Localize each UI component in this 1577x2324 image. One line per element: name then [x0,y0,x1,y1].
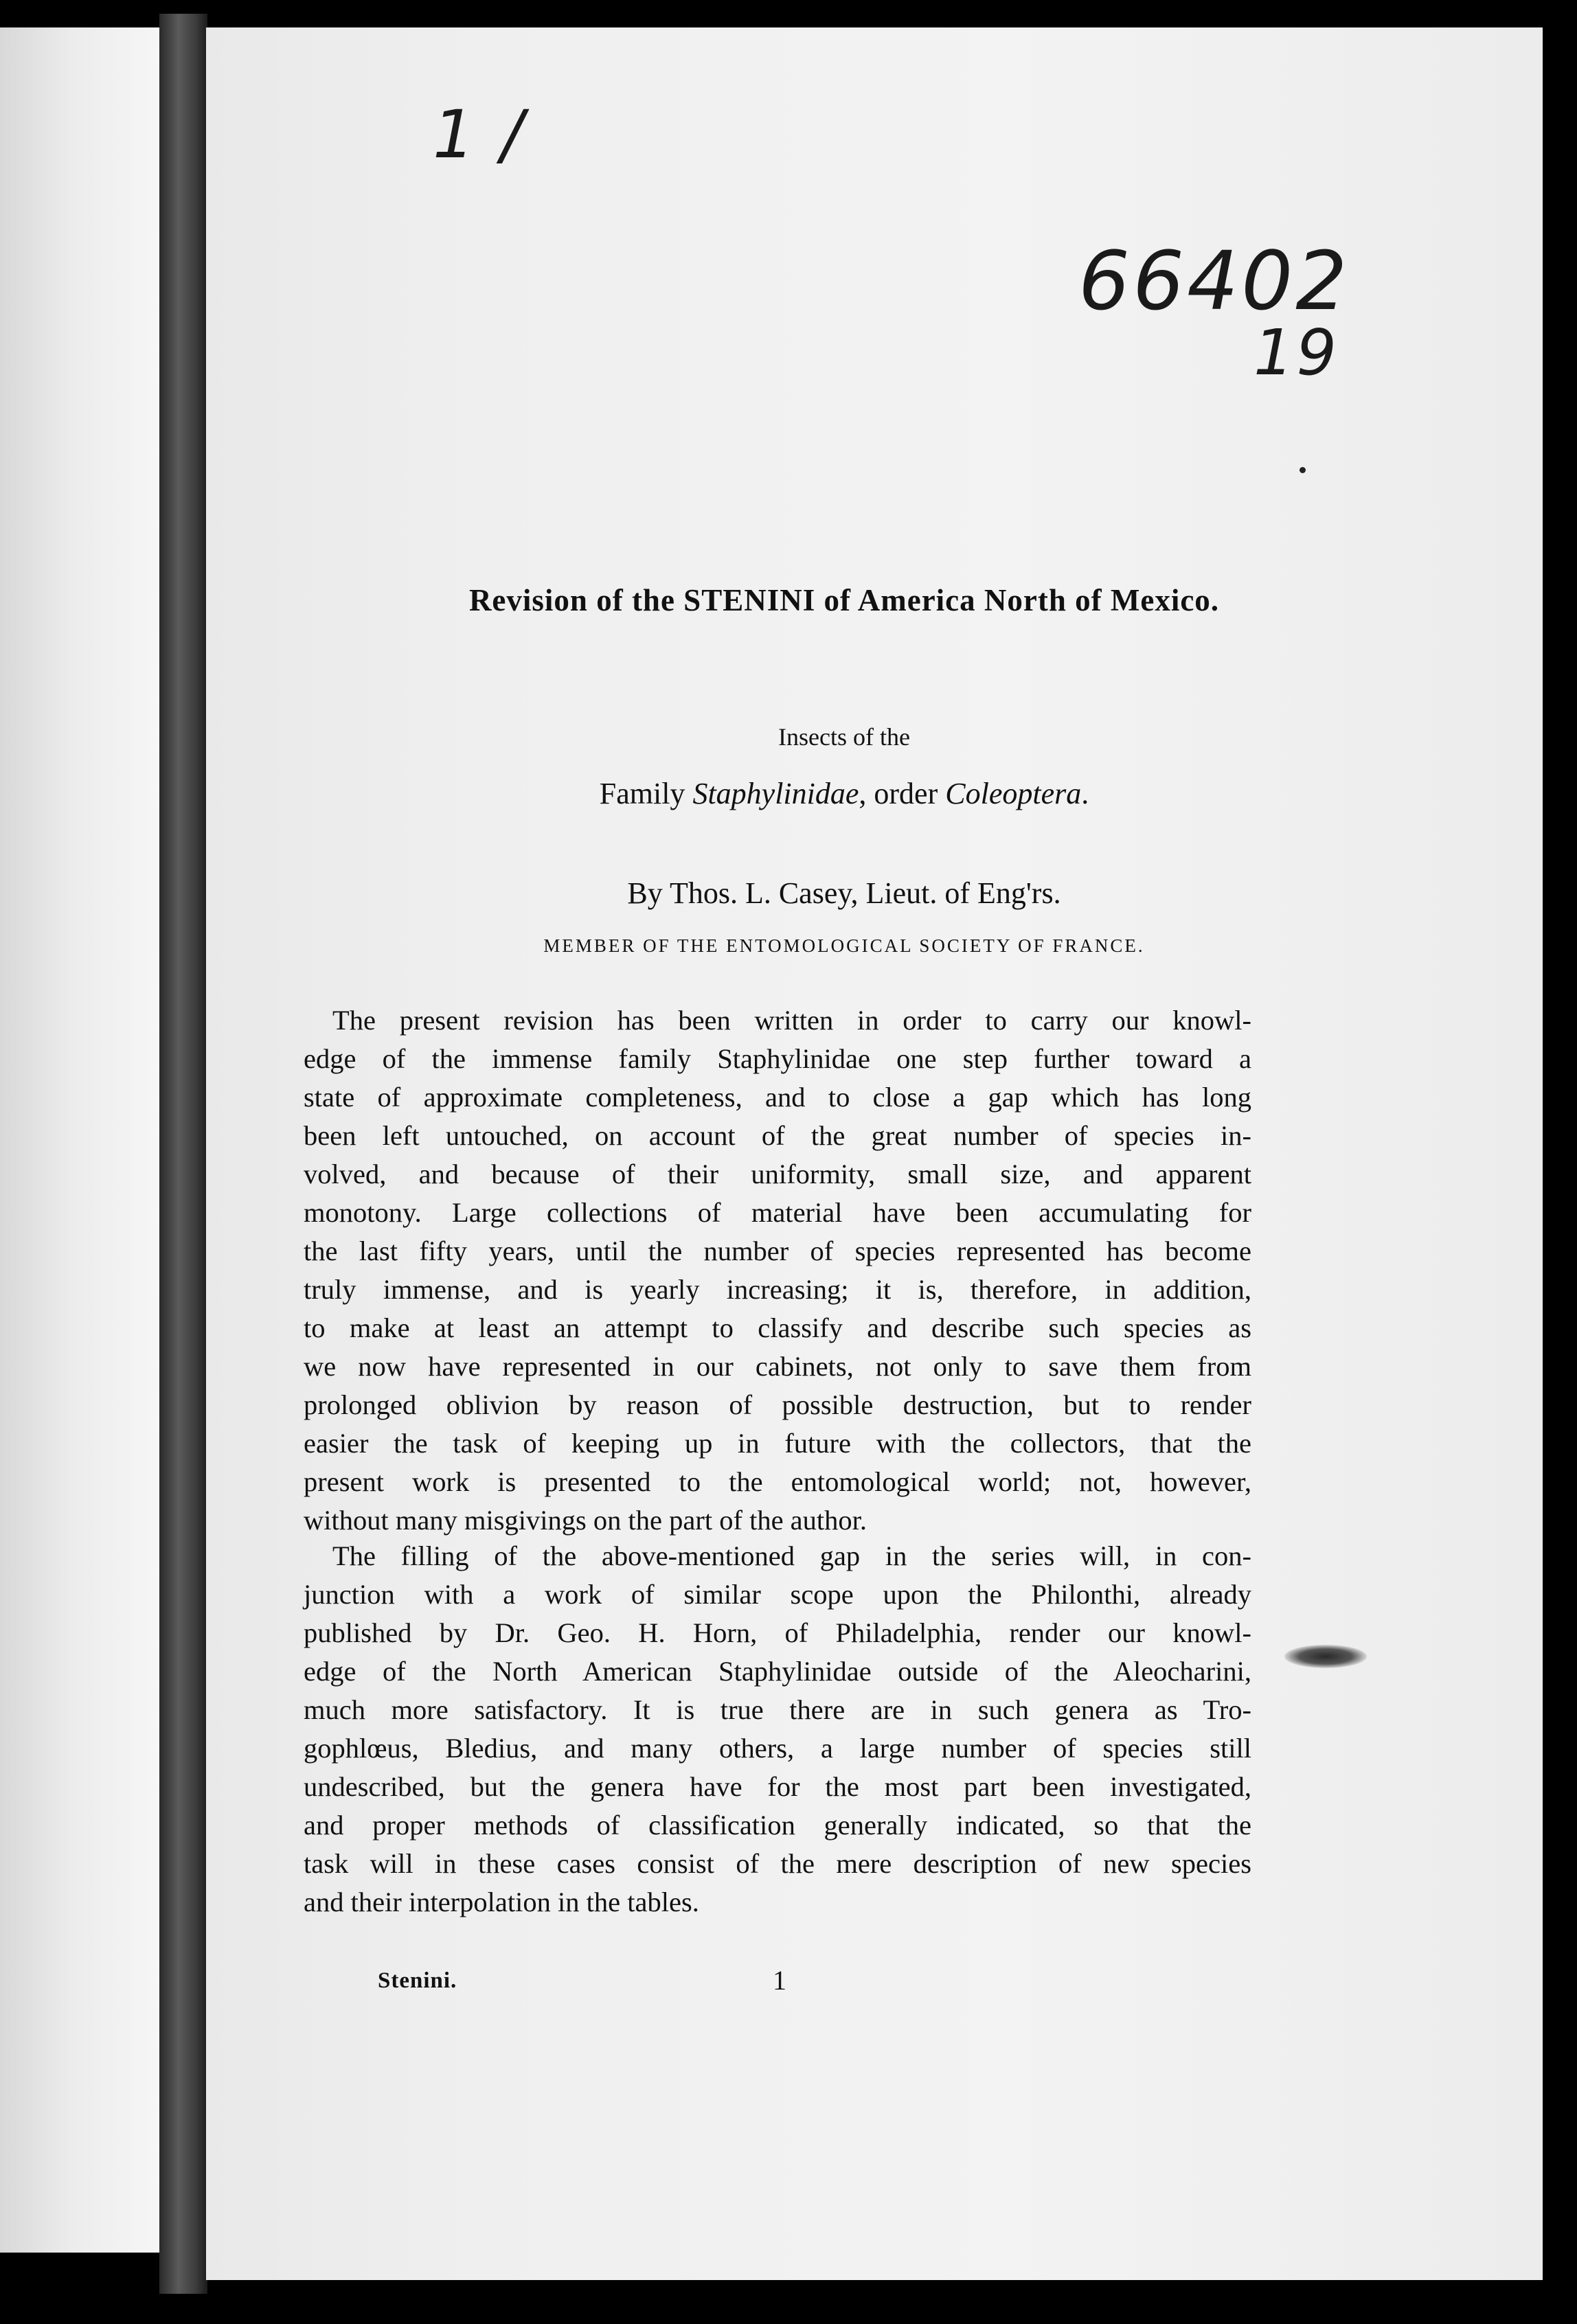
text-line: easier the task of keeping up in future with the collectors, that the [304,1428,1251,1459]
text-line: and their interpolation in the tables. [304,1887,699,1917]
text-line: edge of the North American Staphylinidae outside of the Aleocharini, [304,1656,1251,1687]
text-line: task will in these cases consist of the mere description of new species [304,1848,1251,1879]
text-line: junction with a work of similar scope upon the Philonthi, already [304,1579,1251,1610]
text-line: present work is presented to the entomological world; not, however, [304,1466,1251,1497]
text-line: The present revision has been written in order to carry our knowl- [332,1005,1251,1036]
text-line: to make at least an attempt to classify and describe such species as [304,1312,1251,1343]
author-byline: By Thos. L. Casey, Lieut. of Eng'rs. [627,876,1061,910]
handwritten-mark: 1 / [433,96,526,173]
binding-edge [159,14,207,2294]
document-title: Revision of the STENINI of America North of Mexico. [468,583,1220,617]
text-line: undescribed, but the genera have for the most part been investigated, [304,1771,1251,1802]
text-line: gophlœus, Bledius, and many others, a large number of species still [304,1733,1251,1764]
subtitle-line-2-text: Family Staphylinidae, order Coleoptera. [599,777,1089,810]
text-line: much more satisfactory. It is true there are in such genera as Tro- [304,1694,1251,1725]
text-line: The filling of the above-mentioned gap in the series will, in con- [332,1540,1251,1571]
document-page [206,27,1543,2280]
ink-speck [1300,467,1306,473]
text-line: monotony. Large collections of material have been accumulating for [304,1197,1251,1228]
paragraph-1 [304,1001,1251,1540]
page-number: 1 [773,1965,786,1996]
text-line: we now have represented in our cabinets, not only to save them from [304,1351,1251,1382]
author-affiliation: MEMBER OF THE ENTOMOLOGICAL SOCIETY OF FRANCE. [543,935,1145,956]
text-line: and proper methods of classification generally indicated, so that the [304,1810,1251,1841]
left-facing-leaf [0,27,159,2253]
running-footer-label: Stenini. [378,1968,457,1993]
text-line: prolonged oblivion by reason of possible destruction, but to render [304,1389,1251,1420]
subtitle-line-2 [206,776,1482,811]
text-line: published by Dr. Geo. H. Horn, of Philadelphia, render our knowl- [304,1617,1251,1648]
text-line: truly immense, and is yearly increasing; it is, therefore, in addition, [304,1274,1251,1305]
handwritten-sub-number: 19 [1253,316,1340,389]
text-line: state of approximate completeness, and to close a gap which has long [304,1082,1251,1113]
ink-smudge [1284,1645,1367,1668]
text-line: the last fifty years, until the number of species represented has become [304,1235,1251,1266]
text-line: been left untouched, on account of the great number of species in- [304,1120,1251,1151]
subtitle-line-1: Insects of the [778,723,910,751]
handwritten-accession-number: 66402 [1078,233,1350,328]
scan-border [1543,0,1577,2324]
paragraph-2 [304,1537,1251,1922]
text-line: volved, and because of their uniformity, small size, and apparent [304,1159,1251,1189]
text-line: without many misgivings on the part of the author. [304,1505,867,1536]
text-line: edge of the immense family Staphylinidae one step further toward a [304,1043,1251,1074]
